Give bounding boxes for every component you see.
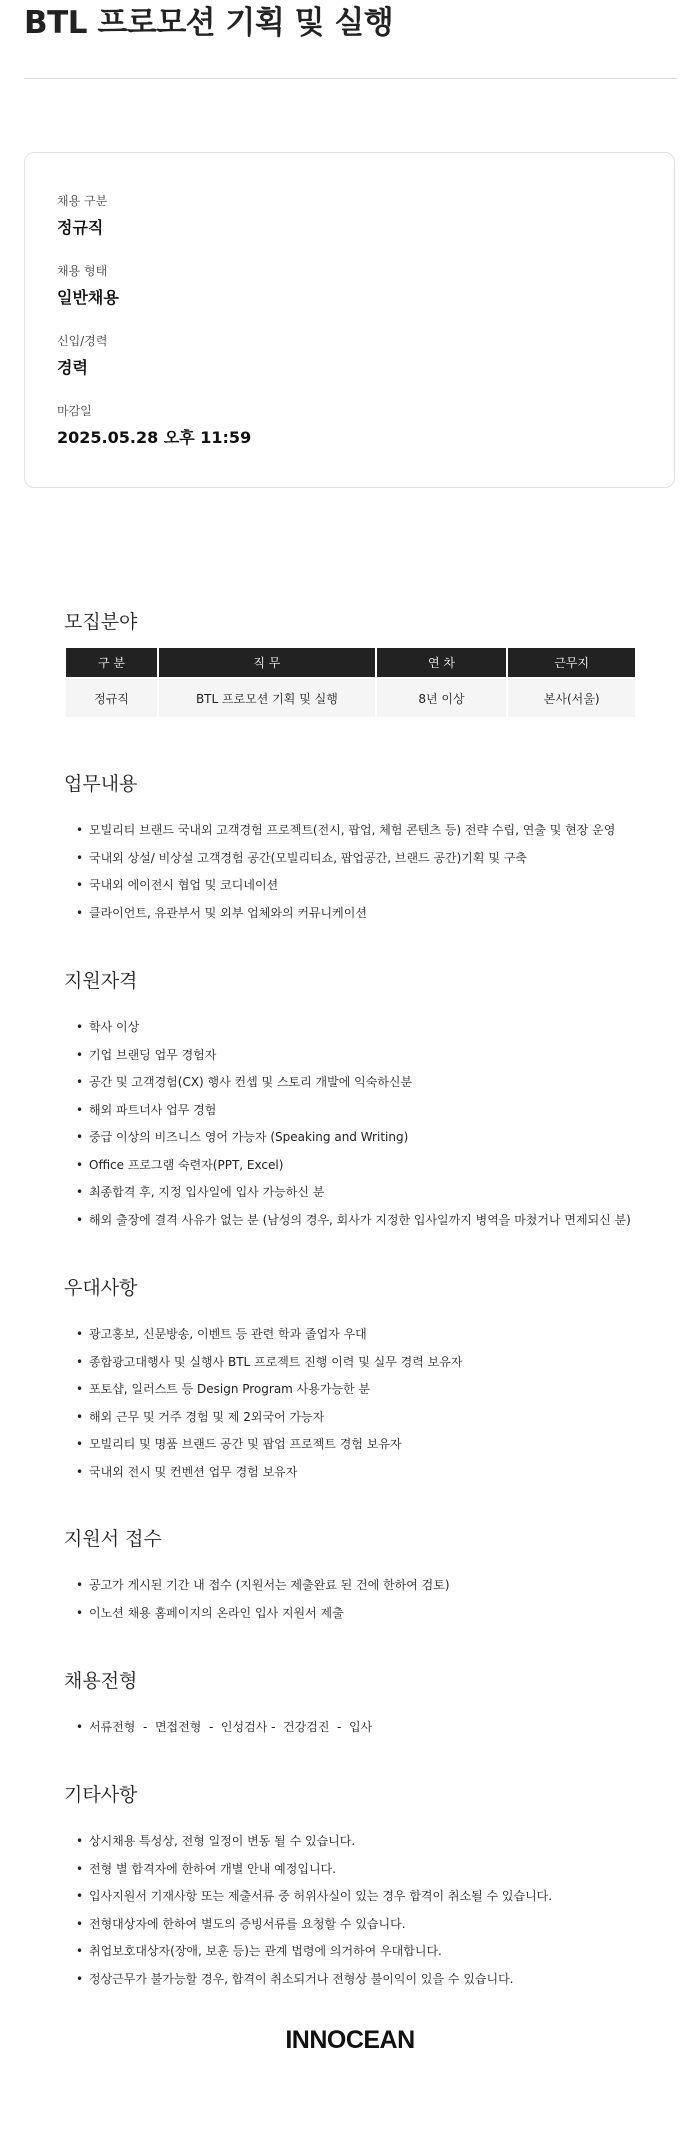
- table-cell: 8년 이상: [377, 677, 507, 717]
- list-item: • 해외 파트너사 업무 경험: [76, 1102, 676, 1130]
- application-section: [64, 1526, 644, 1552]
- summary-value: 2025.05.28 오후 11:59: [57, 428, 252, 447]
- innocean-logo: INNOCEAN: [285, 2026, 415, 2054]
- table-header-row: [66, 648, 635, 677]
- page-title: BTL 프로모션 기획 및 실행: [24, 5, 394, 41]
- list-item: • 최종합격 후, 지정 입사일에 입사 가능하신 분: [76, 1184, 676, 1212]
- application-list: [76, 1577, 676, 1632]
- table-cell: 정규직: [66, 677, 157, 717]
- summary-card: [24, 152, 675, 488]
- table-header-cell: 근무지: [508, 648, 635, 677]
- list-item: • 해외 근무 및 거주 경험 및 제 2외국어 가능자: [76, 1409, 676, 1437]
- list-item: • 공고가 게시된 기간 내 접수 (지원서는 제출완료 된 건에 한하여 검토): [76, 1577, 676, 1605]
- summary-deadline: [57, 403, 251, 449]
- list-item: • 기업 브랜딩 업무 경험자: [76, 1047, 676, 1075]
- list-item: • 학사 이상: [76, 1019, 676, 1047]
- summary-hiring-form: [57, 263, 119, 309]
- recruit-section: [64, 609, 644, 635]
- summary-value: 정규직: [57, 218, 104, 237]
- list-item: • 이노션 채용 홈페이지의 온라인 입사 지원서 제출: [76, 1605, 676, 1633]
- list-item: • 공간 및 고객경험(CX) 행사 컨셉 및 스토리 개발에 익숙하신분: [76, 1074, 676, 1102]
- summary-employment-type: [57, 193, 107, 239]
- summary-label: 마감일: [57, 404, 92, 418]
- table-header-cell: 직 무: [159, 648, 375, 677]
- list-item: • 포토샵, 일러스트 등 Design Program 사용가능한 분: [76, 1381, 676, 1409]
- section-title: 우대사항: [64, 1277, 138, 1299]
- process-list: [76, 1719, 676, 1747]
- summary-value: 경력: [57, 358, 88, 377]
- table-cell: BTL 프로모션 기획 및 실행: [159, 677, 375, 717]
- table-header-cell: 구 분: [66, 648, 157, 677]
- section-title: 기타사항: [64, 1784, 138, 1806]
- summary-label: 채용 구분: [57, 194, 108, 208]
- summary-value: 일반채용: [57, 288, 119, 307]
- process-section: [64, 1668, 644, 1694]
- table-row: [66, 677, 635, 717]
- list-item: • 광고홍보, 신문방송, 이벤트 등 관련 학과 졸업자 우대: [76, 1326, 676, 1354]
- table-header-cell: 연 차: [377, 648, 507, 677]
- recruit-table: [64, 648, 637, 717]
- list-item: • 정상근무가 불가능할 경우, 합격이 취소되거나 전형상 불이익이 있을 수 있습니다.: [76, 1971, 676, 1999]
- qualifications-section: [64, 968, 644, 994]
- section-title: 채용전형: [64, 1670, 138, 1692]
- list-item: • 상시채용 특성상, 전형 일정이 변동 될 수 있습니다.: [76, 1833, 676, 1861]
- list-item: • 입사지원서 기재사항 또는 제출서류 중 허위사실이 있는 경우 합격이 취소될 수 있습니다.: [76, 1888, 676, 1916]
- list-item: • 국내외 에이전시 협업 및 코디네이션: [76, 877, 676, 905]
- section-title: 지원서 접수: [64, 1528, 162, 1550]
- list-item: • Office 프로그램 숙련자(PPT, Excel): [76, 1157, 676, 1185]
- list-item: • 전형대상자에 한하여 별도의 증빙서류를 요청할 수 있습니다.: [76, 1916, 676, 1944]
- list-item: • 종합광고대행사 및 실행사 BTL 프로젝트 진행 이력 및 실무 경력 보유자: [76, 1354, 676, 1382]
- preferred-section: [64, 1275, 644, 1301]
- etc-section: [64, 1782, 644, 1808]
- summary-label: 채용 형태: [57, 264, 108, 278]
- etc-list: [76, 1833, 676, 1998]
- list-item: • 전형 별 합격자에 한하여 개별 안내 예정입니다.: [76, 1861, 676, 1889]
- summary-label: 신입/경력: [57, 334, 108, 348]
- section-title: 업무내용: [64, 773, 138, 795]
- list-item: • 클라이언트, 유관부서 및 외부 업체와의 커뮤니케이션: [76, 905, 676, 933]
- list-item: • 중급 이상의 비즈니스 영어 가능자 (Speaking and Writing): [76, 1129, 676, 1157]
- duties-section: [64, 771, 644, 797]
- section-title: 지원자격: [64, 970, 138, 992]
- title-divider: [24, 78, 677, 79]
- list-item: • 모빌리티 및 명품 브랜드 공간 및 팝업 프로젝트 경험 보유자: [76, 1436, 676, 1464]
- summary-career-level: [57, 333, 107, 379]
- list-item: • 해외 출장에 결격 사유가 없는 분 (남성의 경우, 회사가 지정한 입사일까지 병역을 마쳤거나 면제되신 분): [76, 1212, 676, 1240]
- list-item: • 국내외 전시 및 컨벤션 업무 경험 보유자: [76, 1464, 676, 1492]
- list-item: • 취업보호대상자(장애, 보훈 등)는 관계 법령에 의거하여 우대합니다.: [76, 1943, 676, 1971]
- list-item: • 국내외 상설/ 비상설 고객경험 공간(모빌리티쇼, 팝업공간, 브랜드 공간)기획 및 구축: [76, 850, 676, 878]
- list-item: • 서류전형 - 면접전형 - 인성검사 - 건강검진 - 입사: [76, 1719, 676, 1747]
- table-cell: 본사(서울): [508, 677, 635, 717]
- qualifications-list: [76, 1019, 676, 1239]
- preferred-list: [76, 1326, 676, 1491]
- list-item: • 모빌리티 브랜드 국내외 고객경험 프로젝트(전시, 팝업, 체험 콘텐츠 등) 전략 수립, 연출 및 현장 운영: [76, 822, 676, 850]
- duties-list: [76, 822, 676, 932]
- section-title: 모집분야: [64, 611, 138, 633]
